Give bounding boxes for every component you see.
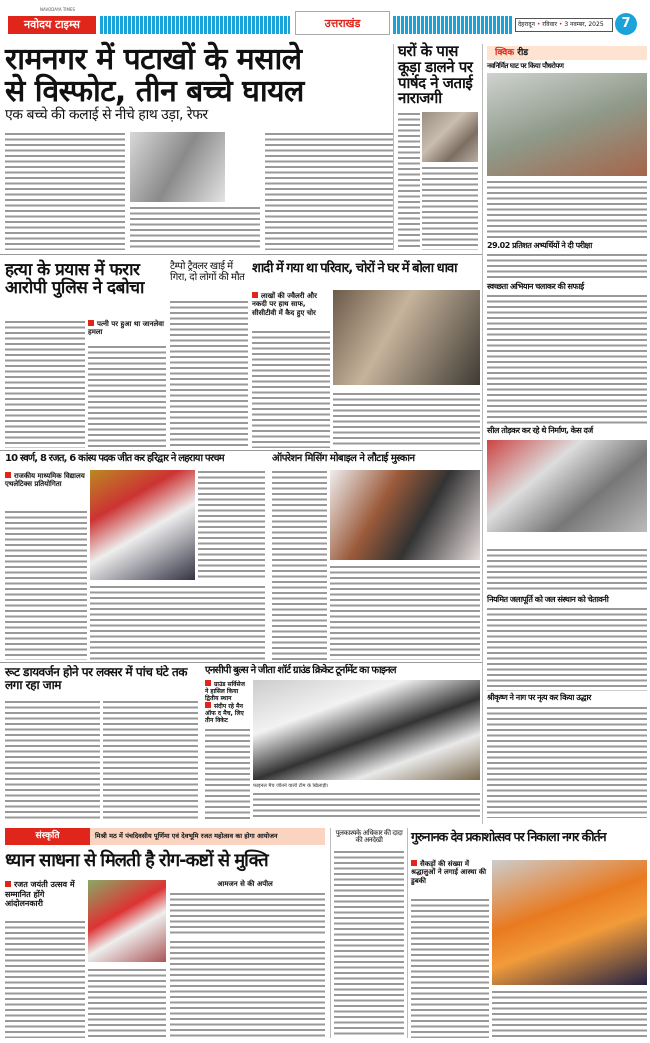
mobile-body [272,470,327,660]
medals-body [5,510,87,660]
murder-headline: हत्या के प्रयास में फरार आरोपी पुलिस ने दबोचा [5,260,144,298]
medals-body-3 [198,470,265,580]
sanskriti-banner [5,828,325,845]
brand-logo: नवोदय टाइम्स [8,16,96,34]
medals-headline: 10 स्वर्ण, 8 रजत, 6 कांस्य पदक जीत कर हरिद्वार ने लहराया परचम [5,453,224,464]
lead-body-col2 [130,206,260,250]
sanskriti-body-2 [88,968,166,1038]
day: रविवार [542,21,557,28]
city: देहरादून [518,21,535,28]
gurunanak-body-2 [492,990,647,1038]
quick-read-body1 [487,180,647,240]
quick-read-body6 [487,706,647,818]
theft-kicker: लाखों की ज्वैलरी और नकदी पर हाथ साफ, सीसीटीवी में कैद हुए चोर [252,292,330,317]
section-tab: उत्तराखंड [295,11,390,35]
stripe-left [100,16,290,34]
jam-body-2 [103,700,198,820]
theft-headline: शादी में गया था परिवार, चोरों ने घर में बोला धावा [252,261,457,276]
kura-body-2 [422,166,478,250]
theft-photo [333,290,480,385]
gurunanak-kicker: सैकड़ों की संख्या में श्रद्धालुओं ने लगाई आस्था की डुबकी [411,860,491,885]
brand-tagline: NAVODAYA TIMES [40,7,76,12]
date: 3 नवम्बर, 2025 [564,21,604,28]
medals-body-2 [90,585,265,660]
mobile-headline: ऑपरेशन मिसिंग मोबाइल ने लौटाई मुस्कान [272,453,415,464]
mobile-photo [330,470,480,560]
lead-headline: रामनगर में पटाखों के मसाले से विस्फोट, तीन बच्चे घायल [5,42,304,109]
jam-headline: रूट डायवर्जन होने पर लक्सर में पांच घंटे तक लगा रहा जाम [5,665,187,692]
theft-body [252,330,330,448]
tempo-body [170,300,248,448]
kura-headline: घरों के पास कूड़ा डालने पर पार्षद ने जताई नाराजगी [398,42,473,108]
lead-body-col1 [5,132,125,250]
cricket-kicker2: संदीप रहे मैन ऑफ द मैच, लिए तीन विकेट [205,702,250,725]
masthead [0,0,650,40]
cricket-body [205,728,250,820]
murder-body-2 [88,345,166,448]
quick-read-body2 [487,253,647,281]
cricket-headline: एनसीपी बुल्स ने जीता शॉर्ट ग्राउंड क्रिकेट टूर्नामेंट का फाइनल [205,665,396,676]
quick-read-item4-title: सील तोड़कर कर रहे थे निर्माण, केस दर्ज [487,426,593,435]
sanskriti-photo [88,880,166,962]
sanskriti-kicker: रजत जयंती उत्सव में सम्मानित होंगे आंदोलनकारी [5,880,85,909]
tempo-headline: टैम्पो ट्रैवलर खाई में गिरा, दो लोगों की मौत [170,261,245,283]
pulkit-headline: पुलकाश्यके अधिकार की दादा की अनदेखी [335,829,403,845]
medals-photo [90,470,195,580]
dateline: देहरादून • रविवार • 3 नवम्बर, 2025 [515,18,613,32]
murder-kicker: पत्नी पर हुआ था जानलेवा हमला [88,320,168,337]
kura-photo [422,112,478,162]
gurunanak-body [411,898,489,1038]
sanskriti-headline: ध्यान साधना से मिलती है रोग-कष्टों से मुक्ति [5,850,268,871]
quick-read-item5-title: नियमित जलापूर्ति को जल संस्थान को चेतावनी [487,595,609,604]
cricket-body-2 [253,792,480,820]
quick-read-item3-title: स्वच्छता अभियान चलाकर की सफाई [487,282,584,291]
gurunanak-headline: गुरुनानक देव प्रकाशोत्सव पर निकाला नगर कीर्तन [411,829,606,844]
quick-read-photo2 [487,440,647,532]
stripe-right [393,16,513,34]
quick-read-label-b: रीड [517,48,529,58]
sanskriti-box-title: आमजन से की अपील [217,880,273,888]
cricket-photo-caption: फाइनल मैच जीतने वाली टीम के खिलाड़ी। [253,783,329,789]
sanskriti-body [5,920,85,1038]
gurunanak-photo [492,860,647,985]
sanskriti-box-body [170,892,325,934]
lead-photo [130,132,225,202]
quick-read-header [487,46,647,60]
quick-read-item2-title: 29.02 प्रतिशत अभ्यर्थियों ने दी परीक्षा [487,241,592,250]
quick-read-body4 [487,548,647,593]
cricket-photo [253,680,480,780]
sanskriti-body-3 [170,940,325,1038]
quick-read-item6-title: श्रीकृष्ण ने नाग पर नृत्य कर किया उद्धार [487,693,591,702]
medals-kicker: राजकीय माध्यमिक विद्यालय एथलेटिक्स प्रतियोगिता [5,472,85,489]
quick-read-item1-title: नवनिर्मित घाट पर किया पौधरोपण [487,62,564,70]
murder-body [5,320,85,448]
page-number: 7 [615,13,637,35]
lead-subhead: एक बच्चे की कलाई से नीचे हाथ उड़ा, रेफर [5,107,208,123]
sanskriti-banner-text: मिश्री मठ में पंचदिवसीय पूर्णिमा एवं देवभूमि रजत महोत्सव का होगा आयोजन [95,832,278,840]
quick-read-body5 [487,607,647,691]
mobile-body-2 [330,565,480,660]
lead-body-col3 [265,132,393,250]
quick-read-label-a: क्विक [495,48,515,58]
pulkit-body [334,850,404,1038]
sanskriti-label: संस्कृति [5,828,90,845]
jam-body [5,700,100,820]
cricket-kicker1: ग्राउंड सर्विसेज ने हासिल किया द्वितीय स्थान [205,680,250,703]
theft-body-2 [333,392,480,448]
kura-body [398,112,420,250]
quick-read-body3 [487,294,647,424]
quick-read-photo1 [487,73,647,176]
